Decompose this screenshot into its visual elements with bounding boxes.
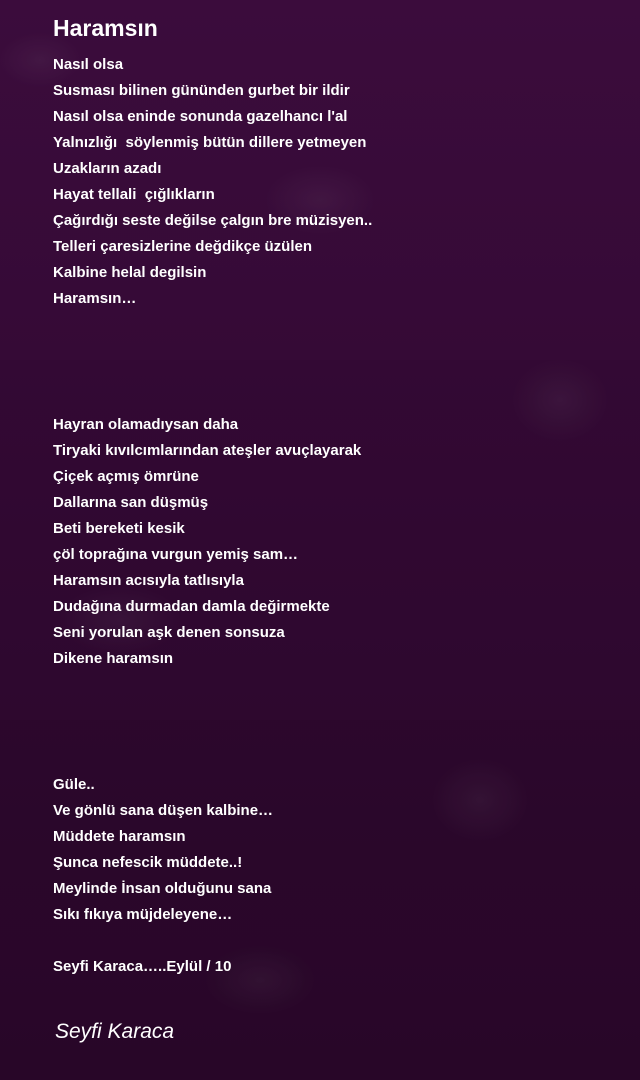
poem-line: Şunca nefescik müddete..! xyxy=(53,854,243,871)
poem-line: çöl toprağına vurgun yemiş sam… xyxy=(53,546,299,563)
poem-line: Müddete haramsın xyxy=(53,828,186,845)
poem-line: Nasıl olsa xyxy=(53,56,124,73)
poem-line: Meylinde İnsan olduğunu sana xyxy=(53,880,272,897)
poem-line: Haramsın acısıyla tatlısıyla xyxy=(53,572,244,589)
poem-line: Nasıl olsa eninde sonunda gazelhancı l'al xyxy=(53,108,348,125)
poem-line: Dudağına durmadan damla değirmekte xyxy=(53,598,330,615)
poem-title: Haramsın xyxy=(53,15,158,41)
poem-line: Tiryaki kıvılcımlarından ateşler avuçlayarak xyxy=(53,442,362,459)
poem-line: Uzakların azadı xyxy=(53,160,162,177)
poem-line: Dallarına san düşmüş xyxy=(53,494,209,511)
poem-line: Hayat tellali çığlıkların xyxy=(53,186,215,203)
poem-stanza-1 xyxy=(53,52,372,312)
poem-signature: Seyfi Karaca…..Eylül / 10 xyxy=(53,958,232,975)
poem-stanza-2 xyxy=(53,412,361,672)
poem-line: Güle.. xyxy=(53,776,95,793)
author-name: Seyfi Karaca xyxy=(55,1020,175,1043)
poem-stanza-3 xyxy=(53,772,273,928)
poem-line: Kalbine helal degilsin xyxy=(53,264,207,281)
poem-line: Ve gönlü sana düşen kalbine… xyxy=(53,802,274,819)
poem-line: Telleri çaresizlerine değdikçe üzülen xyxy=(53,238,312,255)
poem-line: Hayran olamadıysan daha xyxy=(53,416,239,433)
poem-line: Dikene haramsın xyxy=(53,650,174,667)
poem-line: Haramsın… xyxy=(53,290,137,307)
poem-line: Sıkı fıkıya müjdeleyene… xyxy=(53,906,233,923)
poem-line: Çiçek açmış ömrüne xyxy=(53,468,199,485)
poem-line: Seni yorulan aşk denen sonsuza xyxy=(53,624,285,641)
poem-line: Yalnızlığı söylenmiş bütün dillere yetmeyen xyxy=(53,134,367,151)
poem-line: Susması bilinen gününden gurbet bir ildir xyxy=(53,82,350,99)
poem-line: Çağırdığı seste değilse çalgın bre müzisyen.. xyxy=(53,212,373,229)
poem-line: Beti bereketi kesik xyxy=(53,520,185,537)
